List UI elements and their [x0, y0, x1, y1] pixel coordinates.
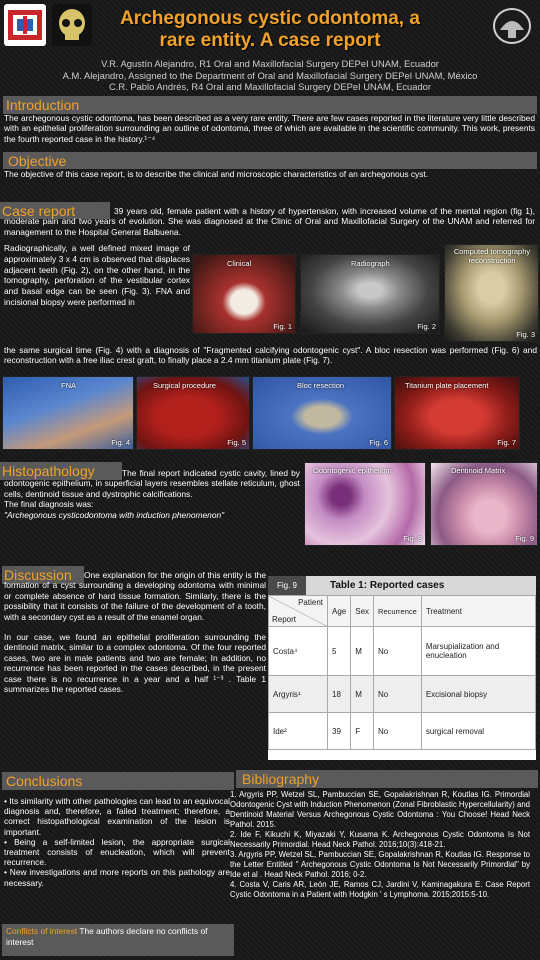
- figure-caption: Clinical: [227, 259, 252, 268]
- author-line: C.R. Pablo Andrés, R4 Oral and Maxillofacial Surgery DEPeI UNAM, Ecuador: [108, 81, 431, 92]
- table-corner-cell: [269, 596, 328, 627]
- corner-label-patient: Patient: [298, 598, 323, 607]
- objective-heading: Objective: [8, 153, 67, 169]
- table-title: Table 1: Reported cases: [330, 580, 445, 591]
- tomography-photo: [444, 244, 539, 342]
- conclusion-item: • Its similarity with other pathologies can lead to an equivocal diagnosis and, therefore, a failed treatment; therefore, a correct histopathological examination of the lesion is important.: [4, 796, 230, 837]
- reference-item: 2. Ide F, Kikuchi K, Miyazaki Y, Kusama K. Archegonous Cystic Odontoma Is Not Necessarily Primordial. Head Neck Pathol. 2016;10(3):418-21.: [230, 830, 530, 849]
- column-header: Age: [328, 596, 351, 627]
- cell-sex: M: [351, 676, 374, 713]
- figure-caption: Bloc resection: [297, 381, 345, 390]
- cell-treatment: Excisional biopsy: [421, 676, 535, 713]
- figure-number: Fig. 2: [417, 322, 436, 331]
- case-report-text-bottom: the same surgical time (Fig. 4) with a diagnosis of "Fragmented calcifying odontogenic cyst". A bloc resection was performed (Fig. 6) and reconstruction with a free iliac crest graft, to finally place a 2.4 mm titanium plate (Fig. 7).: [4, 345, 537, 366]
- conclusion-item: • New investigations and more reports on this pathology are necessary.: [4, 867, 230, 888]
- figure-number: Fig. 1: [273, 322, 292, 331]
- conclusion-text: Its similarity with other pathologies can lead to an equivocal diagnosis and, therefore, a failed treatment; therefore, a correct histopathological examination of the lesion is important.: [4, 796, 230, 837]
- coi-text: The authors declare no conflicts of interest: [6, 926, 208, 947]
- case-report-text-top: 39 years old, female patient with a history of hypertension, with increased volume of the mental region (fig 1), moderate pain and two years of evolution. She was diagnosed at the Clinic of Oral and Maxillofacial Surgery of the UNAM and referred for management to the Hospital General Balbuena.: [4, 206, 535, 237]
- discussion-paragraph-2: In our case, we found an epithelial proliferation surrounding the dentinoid matrix, similar to a complex odontoma. Of the four reported cases, two are in male patients and two are female; In addition, no recurrence has been reported in the cases described, in the present case there is no recurrence in a year and a half ¹⁻³ . Table 1 summarizes the reported cases.: [4, 632, 266, 695]
- histology-photo-epithelium: [304, 462, 426, 546]
- cell-age: 5: [328, 627, 351, 676]
- figure-caption: Radiograph: [351, 259, 390, 268]
- table-fig-label: Fig. 9: [268, 576, 306, 595]
- table-header-row: [269, 596, 536, 627]
- conclusions-list: [4, 796, 230, 888]
- discussion-heading: Discussion: [4, 567, 72, 583]
- reference-item: 3. Argyris PP, Wetzel SL, Pambuccian SE, Gopalakrishnan R, Koutlas IG. Response to the Letter Entitled " Archegonous Cystic Odontoma Is Not Necessarily Primordial" by Ide et al . Head Neck Pathol. 2016; 0-2.: [230, 850, 530, 879]
- skull-logo: [52, 4, 92, 46]
- author-line: V.R. Agustín Alejandro, R1 Oral and Maxillofacial Surgery DEPeI UNAM, Ecuador: [101, 58, 439, 69]
- discussion-block: [4, 570, 266, 694]
- reported-cases-table: [268, 595, 536, 750]
- figure-number: Fig. 3: [516, 330, 535, 339]
- figure-caption: FNA: [61, 381, 76, 390]
- hospital-logo: [4, 4, 46, 46]
- bibliography-heading: Bibliography: [242, 771, 320, 787]
- figure-caption: Odontogenic epithelium: [313, 466, 392, 475]
- cell-report: Argyris¹: [269, 676, 328, 713]
- author-list: [0, 58, 540, 93]
- titanium-plate-photo: [394, 376, 520, 450]
- conclusion-item: • Being a self-limited lesion, the appropriate surgical treatment consists of enucleation, which will prevent recurrence.: [4, 836, 230, 868]
- figure-number: Fig. 7: [497, 438, 516, 447]
- reference-item: 1. Argyris PP, Wetzel SL, Pambuccian SE, Gopalakrishnan R, Koutlas IG. Primordial Odontogenic Cyst with Induction Phenomenon (Zonal Fibroblastic Hypercellularity) and Dentinoid Material Versus Archegonous Cystic Odontoma : You Choose! Head Neck Pathol. 2015.: [230, 790, 530, 829]
- histopathology-text: The final report indicated cystic cavity, lined by odontogenic epithelium, in superficial layers resembles stellate reticulum, ghost cells, dentinoid tissue and dystrophic calcifications.: [4, 468, 300, 499]
- cell-recurrence: No: [374, 676, 422, 713]
- cell-report: Ide²: [269, 713, 328, 750]
- column-header: Treatment: [421, 596, 535, 627]
- histopathology-heading: Histopathology: [2, 463, 95, 479]
- conclusion-text: New investigations and more reports on this pathology are necessary.: [4, 867, 230, 888]
- figure-number: Fig. 4: [111, 438, 130, 447]
- discussion-paragraph-1: One explanation for the origin of this entity is the formation of a cyst surrounding a developing odontoma with minimal or complete absence of hard tissue formation. Similarly, there is the possibility that it consists of the failure of the development of a tooth, with a secondary cyst as a result of the enamel organ.: [4, 570, 266, 622]
- case-report-heading: Case report: [2, 203, 76, 219]
- bloc-resection-photo: [252, 376, 392, 450]
- cell-treatment: surgical removal: [421, 713, 535, 750]
- cell-age: 18: [328, 676, 351, 713]
- column-header: Recurrence: [374, 596, 422, 627]
- corner-label-report: Report: [272, 615, 297, 624]
- table-header-bar: [268, 576, 536, 595]
- figure-caption: Dentinoid Matrix: [451, 466, 506, 475]
- introduction-text: The archegonous cystic odontoma, has been described as a very rare entity. There are few cases reported in the literature very little described with an epithelial proliferation surrounding an outline of odontoma, three of which are available in the scientific community. This work, presents the fourth reported case in the history.¹⁻⁴: [4, 113, 535, 144]
- cell-report: Costa⁴: [269, 627, 328, 676]
- conclusions-heading: Conclusions: [6, 773, 83, 789]
- final-diagnosis-label: The final diagnosis was:: [4, 499, 94, 510]
- figure-number: Fig. 8: [403, 534, 422, 543]
- conflicts-of-interest: [2, 924, 234, 956]
- figure-caption: Computed tomography reconstruction: [453, 247, 531, 265]
- figure-number: Fig. 9: [515, 534, 534, 543]
- cell-sex: F: [351, 713, 374, 750]
- cell-treatment: Marsupialization and enucleation: [421, 627, 535, 676]
- fna-photo: [2, 376, 134, 450]
- clinical-photo: [192, 254, 296, 334]
- poster-title: Archegonous cystic odontoma, a rare entity. A case report: [120, 8, 420, 51]
- case-report-intro: [4, 206, 535, 237]
- cell-recurrence: No: [374, 627, 422, 676]
- surgery-photo: [136, 376, 250, 450]
- figure-caption: Surgical procedure: [153, 381, 216, 390]
- histopathology-block: [4, 468, 300, 520]
- table-row: [269, 627, 536, 676]
- cell-recurrence: No: [374, 713, 422, 750]
- figure-number: Fig. 5: [227, 438, 246, 447]
- figure-number: Fig. 6: [369, 438, 388, 447]
- case-report-text-left: Radiographically, a well defined mixed image of approximately 3 x 4 cm is observed that displaces adjacent teeth (Fig. 2), on the other hand, in the tomography, perforation of the vestibular cortex and basal edge can be seen (Fig. 3). FNA and incisional biopsy were performed in: [4, 243, 190, 307]
- figure-caption: Titanium plate placement: [405, 381, 489, 390]
- radiograph-photo: [300, 254, 440, 334]
- bibliography-list: [230, 790, 530, 900]
- table-row: [269, 713, 536, 750]
- table-row: [269, 676, 536, 713]
- column-header: Sex: [351, 596, 374, 627]
- author-line: A.M. Alejandro, Assigned to the Department of Oral and Maxillofacial Surgery DEPeI UNAM, México: [62, 69, 478, 81]
- cell-age: 39: [328, 713, 351, 750]
- objective-heading-box: [3, 152, 537, 169]
- conclusion-text: Being a self-limited lesion, the appropriate surgical treatment consists of enucleation, which will prevent recurrence.: [4, 836, 230, 868]
- cell-sex: M: [351, 627, 374, 676]
- coi-label: Conflicts of interest: [6, 926, 78, 936]
- histology-photo-dentinoid: [430, 462, 538, 546]
- unam-logo: [490, 6, 534, 46]
- final-diagnosis: "Archegonous cysticodontoma with induction phenomenon": [4, 509, 225, 520]
- introduction-heading: Introduction: [6, 97, 80, 113]
- introduction-heading-box: [3, 96, 537, 114]
- reported-cases-table-panel: [268, 576, 536, 760]
- objective-text: The objective of this case report, is to describe the clinical and microscopic characteristics of an archegonous cyst.: [4, 169, 429, 179]
- reference-item: 4. Costa V, Caris AR, León JE, Ramos CJ, Jardini V, Kaminagakura E. Case Report Cystic Odontoma in a Patient with Hodgkin ' s Lymphoma. 2015;2015:5-10.: [230, 880, 530, 899]
